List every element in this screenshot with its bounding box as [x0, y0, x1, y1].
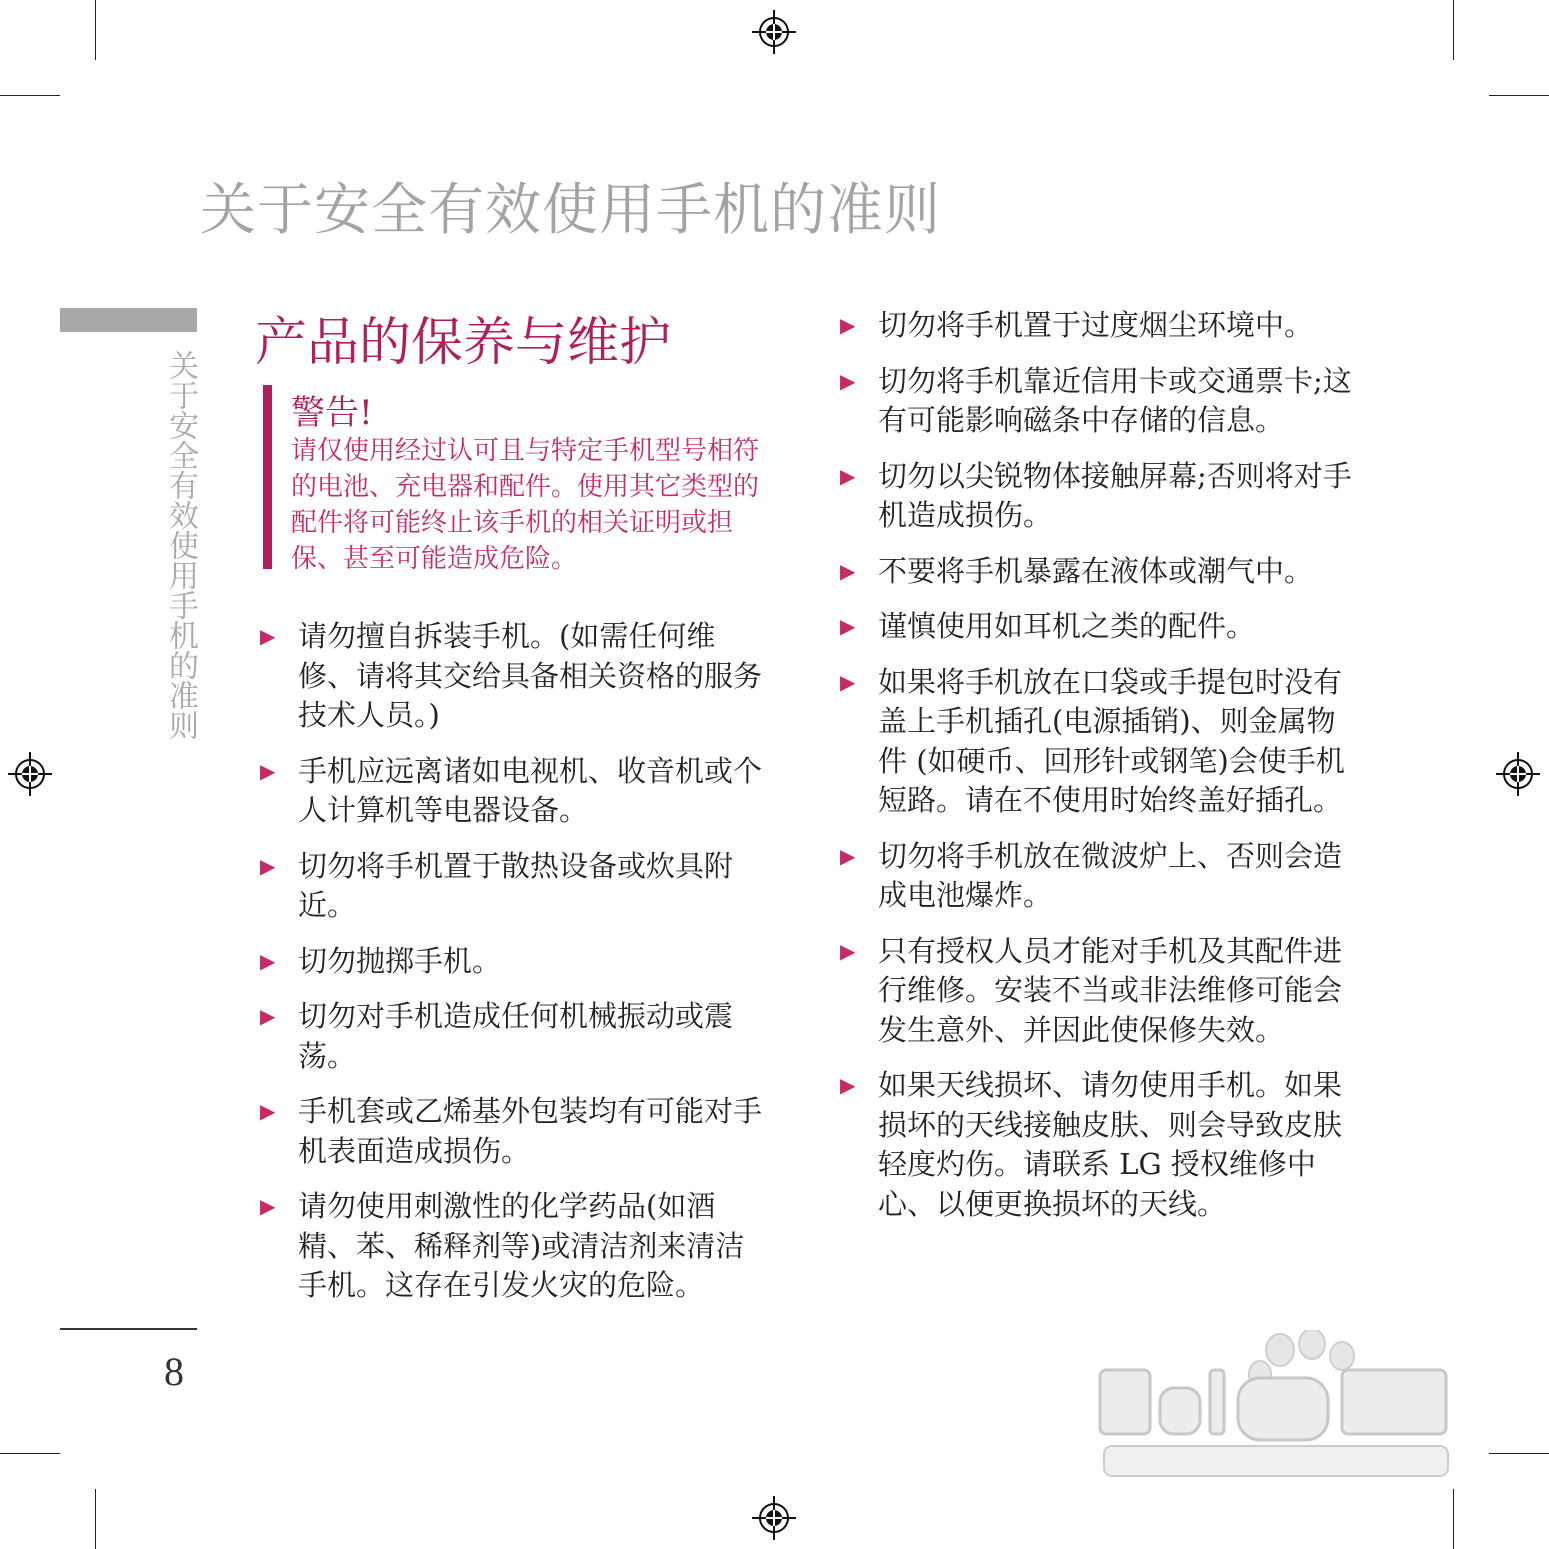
crop-mark [95, 0, 96, 60]
crop-mark [1453, 1489, 1454, 1549]
list-item-text: 切勿对手机造成任何机械振动或震荡。 [298, 999, 734, 1073]
page-title: 关于安全有效使用手机的准则 [200, 178, 941, 243]
warning-title: 警告! [291, 393, 373, 433]
list-item-text: 如果天线损坏、请勿使用手机。如果损坏的天线接触皮肤、则会导致皮肤轻度灼伤。请联系 LG 授权维修中心、以便更换损坏的天线。 [878, 1068, 1343, 1221]
side-label: 关于安全有效使用手机的准则 [163, 350, 198, 740]
crop-mark [1489, 95, 1549, 96]
list-item [260, 617, 770, 736]
side-tab [60, 308, 197, 332]
bullet-triangle-icon: ▶ [840, 669, 856, 694]
list-item-text: 手机应远离诸如电视机、收音机或个人计算机等电器设备。 [298, 753, 763, 827]
list-item-text: 切勿将手机放在微波炉上、否则会造成电池爆炸。 [878, 838, 1343, 912]
warning-text: 请仅使用经过认可且与特定手机型号相符的电池、充电器和配件。使用其它类型的配件将可能终止该手机的相关证明或担保、甚至可能造成危险。 [291, 436, 760, 574]
registration-mark-icon [8, 752, 52, 796]
list-item-text: 谨慎使用如耳机之类的配件。 [878, 609, 1256, 643]
page-number-rule [60, 1328, 197, 1330]
page-number: 8 [164, 1349, 184, 1394]
list-item-text: 切勿以尖锐物体接触屏幕;否则将对手机造成损伤。 [878, 458, 1352, 532]
bullet-triangle-icon: ▶ [840, 313, 856, 337]
list-item [260, 1187, 770, 1306]
bullet-triangle-icon: ▶ [840, 1073, 856, 1097]
list-item [840, 457, 1360, 536]
list-item-text: 手机套或乙烯基外包装均有可能对手机表面造成损伤。 [298, 1094, 763, 1168]
bullet-triangle-icon: ▶ [260, 1194, 276, 1218]
list-item [840, 837, 1360, 916]
warning-bar [263, 385, 272, 569]
list-item [840, 362, 1360, 441]
list-item-text: 只有授权人员才能对手机及其配件进行维修。安装不当或非法维修可能会发生意外、并因此使保修失效。 [878, 933, 1343, 1047]
list-item [840, 1066, 1360, 1224]
bullet-triangle-icon: ▶ [840, 558, 856, 583]
registration-mark-icon [752, 1496, 796, 1540]
list-item [260, 752, 770, 831]
bullet-triangle-icon: ▶ [840, 938, 856, 963]
list-item [260, 997, 770, 1076]
list-item-text: 如果将手机放在口袋或手提包时没有盖上手机插孔(电源插销)、则金属物件 (如硬币、回形针或钢笔)会使手机短路。请在不使用时始终盖好插孔。 [878, 664, 1345, 817]
list-item-text: 请勿使用刺激性的化学药品(如酒精、苯、稀释剂等)或清洁剂来清洁手机。这存在引发火灾的危险。 [298, 1189, 745, 1302]
crop-mark [0, 1453, 60, 1454]
list-item-text: 请勿擅自拆装手机。(如需任何维修、请将其交给具备相关资格的服务技术人员。) [298, 619, 763, 732]
bullet-triangle-icon: ▶ [840, 614, 856, 638]
bullet-triangle-icon: ▶ [260, 1004, 276, 1028]
section-title: 产品的保养与维护 [255, 313, 672, 373]
bullet-triangle-icon: ▶ [260, 1099, 276, 1123]
left-bullet-list [260, 617, 770, 1322]
crop-mark [1489, 1453, 1549, 1454]
crop-mark [0, 95, 60, 96]
list-item [260, 847, 770, 926]
list-item [840, 932, 1360, 1051]
list-item-text: 切勿将手机置于散热设备或炊具附近。 [298, 848, 734, 922]
list-item-text: 切勿将手机靠近信用卡或交通票卡;这有可能影响磁条中存储的信息。 [878, 363, 1352, 437]
list-item [840, 552, 1360, 592]
right-bullet-list [840, 306, 1360, 1240]
list-item [840, 607, 1360, 647]
registration-mark-icon [752, 10, 796, 54]
registration-mark-icon [1496, 752, 1540, 796]
bullet-triangle-icon: ▶ [260, 853, 276, 878]
bullet-triangle-icon: ▶ [260, 948, 276, 973]
list-item-text: 切勿将手机置于过度烟尘环境中。 [878, 308, 1314, 342]
list-item-text: 切勿抛掷手机。 [298, 943, 502, 978]
crop-mark [95, 1489, 96, 1549]
bullet-triangle-icon: ▶ [260, 758, 276, 783]
list-item [840, 663, 1360, 821]
list-item-text: 不要将手机暴露在液体或潮气中。 [878, 553, 1314, 588]
list-item [260, 1092, 770, 1171]
bullet-triangle-icon: ▶ [840, 463, 856, 488]
crop-mark [1453, 0, 1454, 60]
bullet-triangle-icon: ▶ [260, 624, 276, 648]
list-item [840, 306, 1360, 346]
bullet-triangle-icon: ▶ [840, 368, 856, 393]
baidu-jingyan-watermark [1090, 1330, 1460, 1490]
bullet-triangle-icon: ▶ [840, 843, 856, 868]
list-item [260, 942, 770, 982]
